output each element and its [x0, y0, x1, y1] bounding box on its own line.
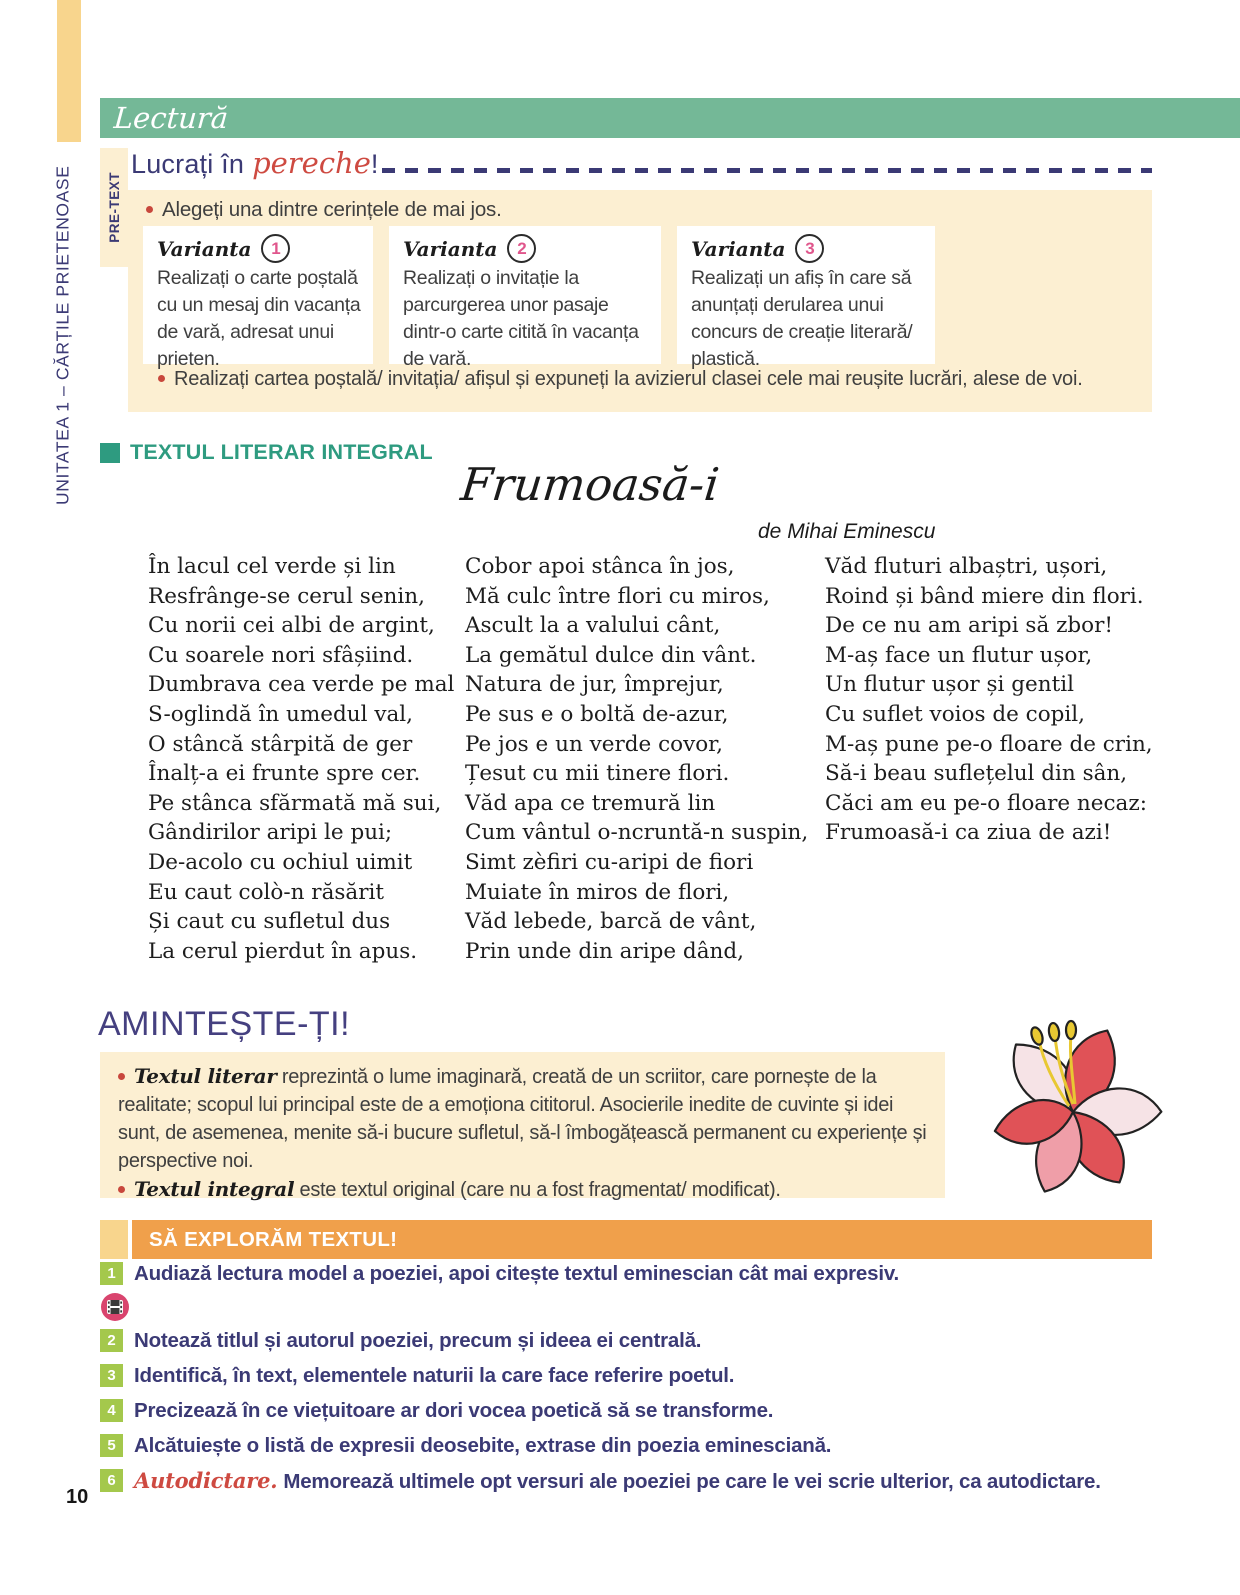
pretext-outro	[158, 368, 1083, 391]
poem-line: S-oglindă în umedul val,	[148, 701, 414, 727]
task-text-body: Precizează în ce viețuitoare ar dori vocea poetică să se transforme.	[134, 1399, 774, 1422]
poem-line: Roind și bând miere din flori.	[825, 583, 1144, 609]
poem-line: Dumbrava cea verde pe mal	[148, 672, 455, 698]
task-text	[134, 1261, 899, 1286]
lectura-banner	[100, 98, 1240, 138]
poem-line: Cu suflet voios de copil,	[825, 701, 1085, 727]
poem-line: Gândirilor aripi le pui;	[148, 820, 393, 846]
task-number-badge: 2	[100, 1329, 123, 1352]
poem-line: M-aș face un flutur ușor,	[825, 642, 1093, 668]
remember-item-lead: Textul integral	[134, 1177, 295, 1201]
remember-title: AMINTEȘTE-ȚI!	[98, 1005, 351, 1043]
pair-heading-prefix: Lucrați în	[131, 149, 245, 179]
variant-card-3	[677, 226, 935, 370]
poem-line: Cobor apoi stânca în jos,	[465, 554, 735, 579]
variant-number-badge: 2	[507, 234, 536, 263]
lily-flower-illustration	[945, 1010, 1195, 1215]
task-number-badge: 5	[100, 1434, 123, 1457]
task-text	[134, 1433, 831, 1458]
variant-title: Varianta	[691, 236, 786, 261]
task-text-body: Memorează ultimele opt versuri ale poeziei pe care le vei scrie ulterior, ca autodictare.	[283, 1470, 1101, 1493]
task-prefix: Autodictare.	[134, 1468, 278, 1493]
pretext-intro-text: Alegeți una dintre cerințele de mai jos.	[162, 198, 502, 221]
variant-card-head	[157, 234, 361, 263]
poem-line: Frumoasă-i ca ziua de azi!	[825, 820, 1112, 846]
section-square-icon	[100, 443, 120, 463]
poem-line: Ascult la a valului cânt,	[465, 613, 721, 639]
task-row-6	[100, 1468, 1160, 1494]
task-text	[134, 1363, 734, 1388]
variant-title: Varianta	[157, 236, 252, 261]
remember-item-text: este textul original (care nu a fost fragmentat/ modificat).	[294, 1179, 781, 1201]
variant-number-badge: 3	[795, 234, 824, 263]
remember-item-text: reprezintă o lume imaginară, creată de un scriitor, care pornește de la realitate; scopul lui principal este de a emoționa cititorul. Asocierile inedite de cuvinte și idei sunt, de asemenea, menite să-i bucure sufletul, să-l îmbogățească permanent cu experiențe și perspective noi.	[118, 1066, 927, 1172]
task-text-body: Identifică, în text, elementele naturii la care face referire poetul.	[134, 1364, 735, 1387]
poem-line: De ce nu am aripi să zbor!	[825, 613, 1114, 639]
poem-line: În lacul cel verde și lin	[148, 554, 396, 579]
explore-banner-chip	[100, 1220, 128, 1259]
poem-line: Văd apa ce tremură lin	[465, 790, 716, 816]
variant-card-2	[389, 226, 661, 370]
poem-column-2	[465, 552, 808, 966]
poem-line: Cu soarele nori sfâșiind.	[148, 642, 414, 668]
section-title: TEXTUL LITERAR INTEGRAL	[130, 440, 433, 464]
variant-title: Varianta	[403, 236, 498, 261]
pretext-intro	[146, 198, 502, 222]
pair-heading-accent: pereche	[252, 146, 371, 180]
task-number-badge: 3	[100, 1364, 123, 1387]
task-text-body: Notează titlul și autorul poeziei, precum și ideea ei centrală.	[134, 1329, 702, 1352]
poem-line: Să-i beau suflețelul din sân,	[825, 761, 1128, 787]
task-text	[134, 1468, 1101, 1494]
remember-box	[100, 1052, 945, 1201]
pair-heading-suffix: !	[370, 149, 379, 179]
poem-line: De-acolo cu ochiul uimit	[148, 849, 413, 875]
remember-item	[118, 1175, 929, 1204]
bullet-dot-icon	[118, 1186, 125, 1193]
variant-body: Realizați o invitație la parcurgerea unor pasaje dintr-o carte citită în vacanța de vară.	[403, 267, 639, 370]
variant-card-head	[691, 234, 923, 263]
explore-banner	[132, 1220, 1152, 1259]
task-row-1	[100, 1261, 1160, 1286]
task-row-5	[100, 1433, 1160, 1458]
bullet-dot-icon	[158, 375, 165, 382]
poem-line: Și caut cu sufletul dus	[148, 909, 391, 935]
tasks-list	[100, 1261, 1160, 1504]
bullet-dot-icon	[118, 1073, 125, 1080]
film-icon[interactable]	[100, 1292, 1160, 1322]
pretext-outro-text: Realizați cartea poștală/ invitația/ afișul și expuneți la avizierul clasei cele mai reușite lucrări, alese de voi.	[174, 368, 1083, 390]
poem-line: Cu norii cei albi de argint,	[148, 613, 435, 639]
variant-cards-row	[143, 226, 935, 370]
unit-vertical-label: UNITATEA 1 – CĂRȚILE PRIETENOASE	[52, 165, 73, 506]
poem-line: Pe sus e o boltă de-azur,	[465, 701, 729, 727]
remember-item-lead: Textul literar	[134, 1064, 277, 1088]
poem-line: Văd fluturi albaștri, ușori,	[825, 554, 1108, 579]
poem-line: La gemătul dulce din vânt.	[465, 642, 757, 668]
pretext-vertical-label: PRE-TEXT	[106, 172, 122, 243]
poem-title: Frumoasă-i	[458, 458, 722, 511]
poem-line: M-aș pune pe-o floare de crin,	[825, 731, 1153, 757]
poem-line: Simt zèfiri cu-aripi de fiori	[465, 849, 754, 875]
poem-line: Înalț-a ei frunte spre cer.	[148, 761, 421, 787]
variant-body: Realizați o carte poștală cu un mesaj din vacanța de vară, adresat unui prieten.	[157, 267, 361, 370]
explore-banner-title: SĂ EXPLORĂM TEXTUL!	[149, 1227, 398, 1251]
poem-line: Cum vântul o-ncruntă-n suspin,	[465, 820, 809, 846]
poem-line: Natura de jur, împrejur,	[465, 672, 724, 698]
variant-card-1	[143, 226, 373, 370]
task-text-body: Audiază lectura model a poeziei, apoi citește textul eminescian cât mai expresiv.	[134, 1262, 899, 1285]
poem-line: Pe jos e un verde covor,	[465, 731, 723, 757]
poem-line: La cerul pierdut în apus.	[148, 938, 418, 964]
task-text	[134, 1398, 773, 1423]
variant-number-badge: 1	[261, 234, 290, 263]
variant-card-head	[403, 234, 649, 263]
poem-line: O stâncă stârpită de ger	[148, 731, 413, 757]
poem-line: Țesut cu mii tinere flori.	[465, 761, 730, 787]
poem-author: de Mihai Eminescu	[758, 520, 936, 543]
pretext-strip	[100, 148, 128, 267]
task-row-4	[100, 1398, 1160, 1423]
pair-work-heading	[131, 146, 1152, 180]
poem-line: Resfrânge-se cerul senin,	[148, 583, 425, 609]
poem-line: Pe stânca sfărmată mă sui,	[148, 790, 442, 816]
poem-line: Muiate în miros de flori,	[465, 879, 730, 905]
task-number-badge: 4	[100, 1399, 123, 1422]
task-text	[134, 1328, 701, 1353]
dashed-rule	[382, 168, 1152, 173]
poem-column-1	[148, 552, 454, 966]
poem-column-3	[825, 552, 1153, 848]
task-row-3	[100, 1363, 1160, 1388]
remember-item	[118, 1062, 929, 1175]
page-number: 10	[66, 1486, 89, 1508]
left-edge-bar	[57, 0, 81, 142]
bullet-dot-icon	[146, 206, 153, 213]
variant-body: Realizați un afiș în care să anunțați derularea unui concurs de creație literară/ plastică.	[691, 267, 913, 370]
poem-line: Un flutur ușor și gentil	[825, 672, 1074, 698]
task-number-badge: 1	[100, 1262, 123, 1285]
poem-line: Mă culc între flori cu miros,	[465, 583, 770, 609]
poem-line: Prin unde din aripe dând,	[465, 938, 744, 964]
poem-line: Văd lebede, barcă de vânt,	[465, 909, 757, 935]
task-row-2	[100, 1328, 1160, 1353]
poem-line: Eu caut colò-n răsărit	[148, 879, 385, 905]
task-text-body: Alcătuiește o listă de expresii deosebite, extrase din poezia eminesciană.	[134, 1434, 832, 1457]
task-number-badge: 6	[100, 1469, 123, 1492]
lectura-banner-title: Lectură	[112, 101, 230, 135]
pretext-box	[128, 190, 1152, 412]
poem-line: Căci am eu pe-o floare necaz:	[825, 790, 1147, 816]
